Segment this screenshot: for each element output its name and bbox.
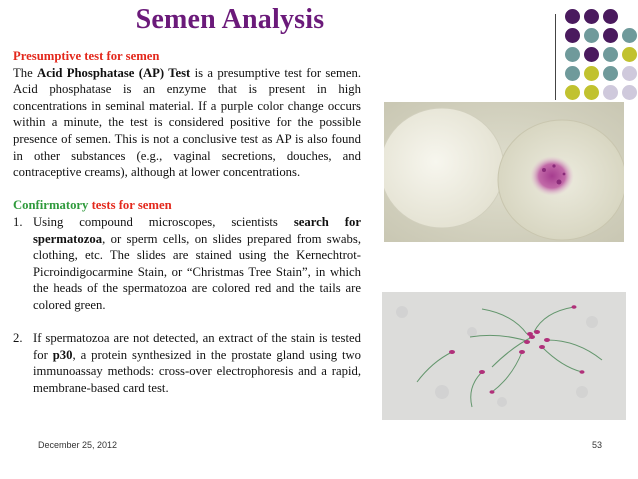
presumptive-body: is a presumptive test for semen. Acid phosphatase is an enzyme that is present in high concentrations in seminal material. If a purple color change occurs within a minute, the test is considered positive for the possible presence of semen. This is not a conclusive test as AP is also found in other substances (e.g., vaginal secretions, douches, and contraceptive creams), although at lower concentrations. [13,65,361,180]
item2-bold: p30 [52,347,73,362]
decorative-dot [603,66,618,81]
decorative-dot [603,85,618,100]
list-item [13,214,361,314]
decorative-dot [622,85,637,100]
confirmatory-heading-rest: tests for semen [88,198,172,213]
page-number: 53 [592,440,603,450]
decorative-dot [565,47,580,62]
presumptive-heading: Presumptive test for semen [13,49,160,63]
decorative-dot [584,28,599,43]
item1-prefix: Using compound microscopes, scientists [33,214,294,229]
list-number: 1. [13,214,23,229]
microscope-slide-illustration [382,292,626,420]
confirmatory-word: Confirmatory [13,198,89,213]
confirmatory-heading [13,197,361,214]
decorative-divider [555,14,556,100]
slide-title: Semen Analysis [135,4,325,35]
decorative-dot [622,28,637,43]
microscope-slide-photo [382,292,626,420]
body-text [13,48,361,396]
decorative-dot [584,66,599,81]
decorative-dot [603,47,618,62]
decorative-dot [622,66,637,81]
decorative-dot [584,85,599,100]
decorative-dot [565,9,580,24]
item2-prefix: If spermatozoa are not detected, an extract of the stain is tested for [33,331,361,362]
item2-rest: , a protein synthesized in the prostate gland using two immunoassay methods: cross-over electrophoresis and a rapid, membrane-based card test. [33,347,362,395]
decorative-dot [622,47,637,62]
decorative-dot [565,85,580,100]
item1-bold: search for spermatozoa [33,214,361,246]
decorative-dot [584,47,599,62]
decorative-dot [565,66,580,81]
ap-test-term: Acid Phosphatase (AP) Test [37,65,191,80]
list-number: 2. [13,331,23,346]
decorative-dot [565,28,580,43]
ap-test-photo [384,102,624,242]
decorative-dot [603,28,618,43]
ap-test-photo-illustration [384,102,624,242]
list-item [13,330,361,396]
intro-prefix: The [13,65,38,80]
decorative-dot [603,9,618,24]
footer-date: December 25, 2012 [38,440,118,450]
item1-rest: , or sperm cells, on slides prepared from swabs, clothing, etc. The slides are stained using the Kernechtrot-Picroindigocarmine Stain, or “Christmas Tree Stain”, in which the heads of the spermatozoa are colored red and the tails are colored green. [33,231,361,312]
presumptive-paragraph [13,65,361,181]
decorative-dot [584,9,599,24]
